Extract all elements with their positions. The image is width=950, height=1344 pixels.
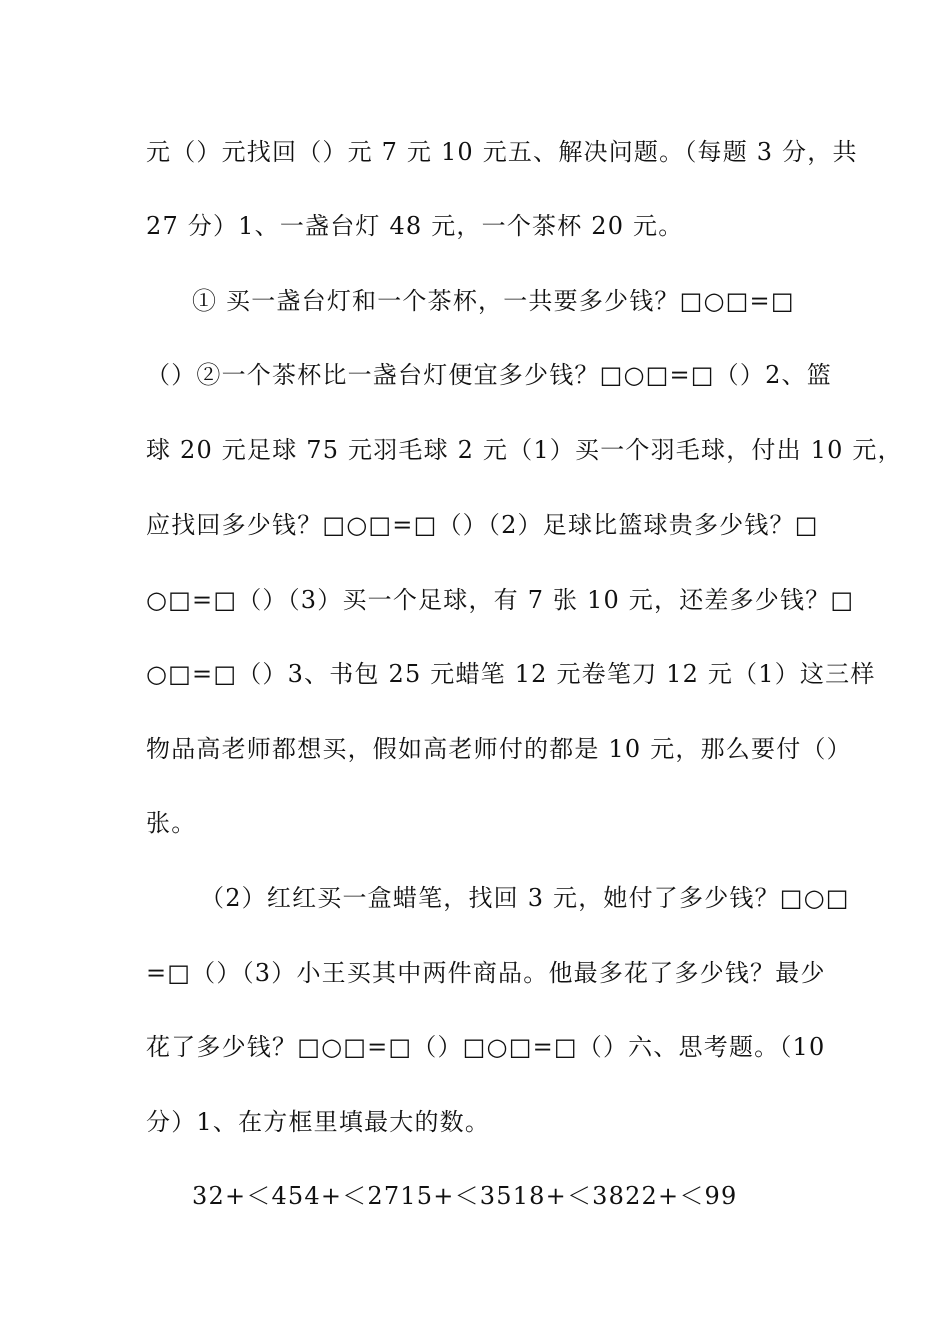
text-line-8: ○□=□（）3、书包 25 元蜡笔 12 元卷笔刀 12 元（1）这三样: [146, 660, 876, 688]
text-line-13: 花了多少钱？□○□=□（）□○□=□（）六、思考题。（10: [146, 1033, 826, 1061]
text-line-4: （）②一个茶杯比一盏台灯便宜多少钱？□○□=□（）2、篮: [146, 361, 832, 389]
text-line-5: 球 20 元足球 75 元羽毛球 2 元（1）买一个羽毛球，付出 10 元，: [146, 436, 903, 464]
question-1-part-1: ① 买一盏台灯和一个茶杯，一共要多少钱？□○□=□: [192, 287, 795, 315]
text-line-14: 分）1、在方框里填最大的数。: [146, 1108, 491, 1136]
text-line-1: 元（）元找回（）元 7 元 10 元五、解决问题。（每题 3 分，共: [146, 138, 858, 166]
text-line-6: 应找回多少钱？□○□=□（）（2）足球比篮球贵多少钱？□: [146, 511, 819, 539]
text-line-9: 物品高老师都想买，假如高老师付的都是 10 元，那么要付（）: [146, 735, 852, 763]
comparison-expression-line: 32+＜454+＜2715+＜3518+＜3822+＜99: [192, 1182, 738, 1210]
text-line-2: 27 分）1、一盏台灯 48 元，一个茶杯 20 元。: [146, 212, 684, 240]
text-line-10: 张。: [146, 809, 197, 837]
text-line-12: =□（）（3）小王买其中两件商品。他最多花了多少钱？最少: [146, 959, 826, 987]
text-line-7: ○□=□（）（3）买一个足球，有 7 张 10 元，还差多少钱？□: [146, 586, 855, 614]
question-3-part-2: （2）红红买一盒蜡笔，找回 3 元，她付了多少钱？□○□: [200, 884, 850, 912]
